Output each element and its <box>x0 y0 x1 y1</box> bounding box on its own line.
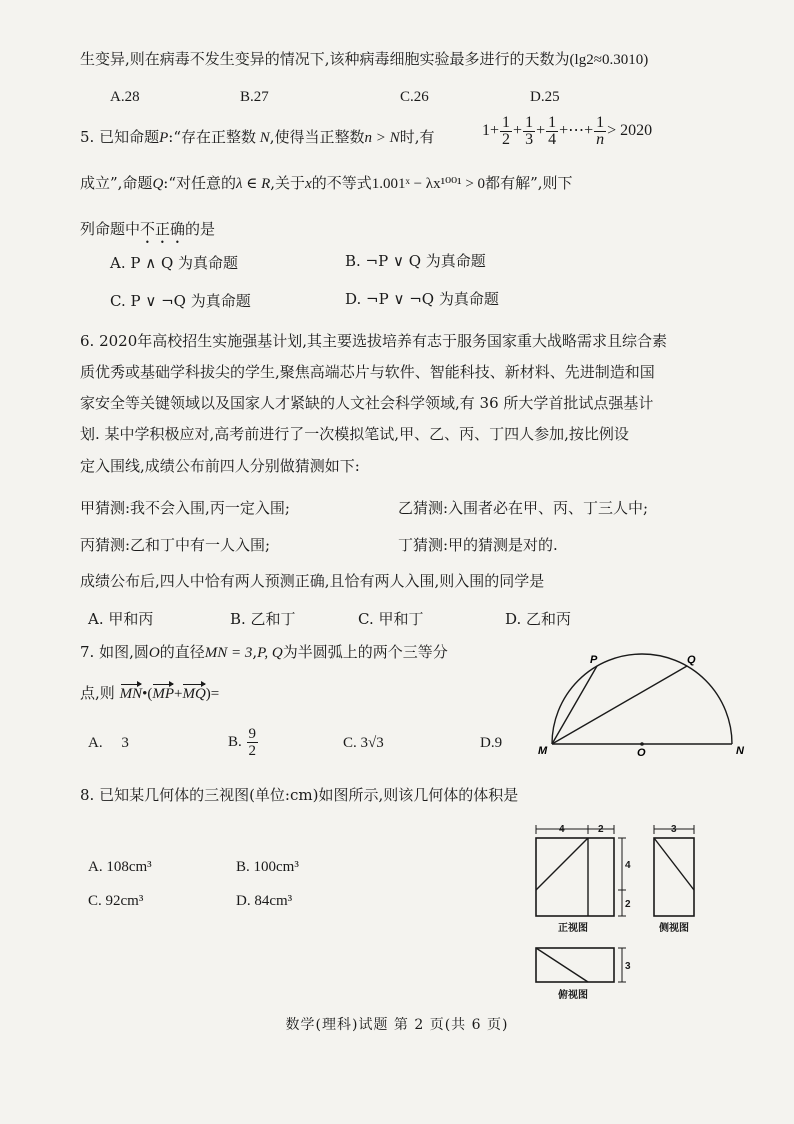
q5-line3-pre: 列命题中 <box>80 220 141 238</box>
q7-line-2: 点,则 MN•(MP+MQ)= <box>80 682 219 705</box>
q7-line1-d: 为半圆弧上的两个三等分 <box>282 643 448 661</box>
q7-option-c-value: 3√3 <box>360 735 384 751</box>
q6-guess-jia: 甲猜测:我不会入围,丙一定入围; <box>80 499 290 517</box>
page-footer: 数学(理科)试题 第 2 页(共 6 页) <box>285 1017 509 1033</box>
q8-option-c: C. 92cm³ <box>88 893 144 909</box>
q8-line: 8. 已知某几何体的三视图(单位:cm)如图所示,则该几何体的体积是 <box>80 786 519 804</box>
q5-lead: 5. 已知命题 <box>80 128 160 146</box>
label-q: Q <box>687 654 696 666</box>
label-m: M <box>538 745 548 757</box>
q5-mid: ,使得当正整数 <box>269 128 365 146</box>
chord-mq <box>552 666 687 744</box>
q5-emphasis: 不正确 <box>140 220 186 238</box>
q8-option-a: A. 108cm³ <box>88 859 152 875</box>
q6-option-d: D. 乙和丙 <box>505 610 572 628</box>
q6-question: 成绩公布后,四人中恰有两人预测正确,且恰有两人入围,则入围的同学是 <box>80 572 545 590</box>
q5-time-has: 时,有 <box>399 128 435 146</box>
q6-guess-ding: 丁猜测:甲的猜测是对的. <box>398 536 558 554</box>
q7-option-b-den: 2 <box>248 743 257 760</box>
q5-N: N <box>259 130 270 146</box>
q7-line1-c: , <box>252 643 258 661</box>
semicircle-arc <box>552 654 732 744</box>
label-n: N <box>736 745 744 757</box>
q4-hint: (lg2≈0.3010) <box>569 52 649 68</box>
q6-guess-yi: 乙猜测:入围者必在甲、丙、丁三人中; <box>398 499 649 517</box>
q6-line-3: 家安全等关键领域以及国家人才紧缺的人文社会科学领域,有 36 所大学首批试点强基计 <box>80 394 654 412</box>
q7-option-b-label: B. <box>228 734 242 750</box>
label-o: O <box>637 747 646 759</box>
q4-option-c: C.26 <box>400 89 429 105</box>
q5-option-d: D. ¬P ∨ ¬Q 为真命题 <box>345 290 499 308</box>
q6-line-4: 划. 某中学积极应对,高考前进行了一次模拟笔试,甲、乙、丙、丁四人参加,按比例设 <box>80 425 629 443</box>
q5-n-gt-N: n > N <box>364 130 400 146</box>
top-view-diagonal <box>536 948 588 982</box>
q7-option-c-label: C. <box>343 735 357 751</box>
q6-option-c: C. 甲和丁 <box>358 610 424 628</box>
q7-option-c <box>343 732 384 754</box>
side-view-label: 侧视图 <box>659 923 689 934</box>
q7-option-b-num: 9 <box>248 726 257 743</box>
label-p: P <box>590 654 598 666</box>
q6-line-5: 定入围线,成绩公布前四人分别做猜测如下: <box>80 457 360 475</box>
q6-line-2: 质优秀或基础学科拔尖的学生,聚焦高端芯片与软件、智能科技、新材料、先进制造和国 <box>80 363 655 381</box>
q5-series-end: > 2020 <box>607 122 653 139</box>
q5-q: Q <box>152 176 164 192</box>
q5-line2-e: 都有解”,则下 <box>485 174 573 192</box>
q7-pq: P, Q <box>257 645 283 661</box>
q7-line2-a: 点,则 <box>80 684 115 702</box>
q5-line2-a: 成立”,命题 <box>80 174 153 192</box>
vec-mp: MP <box>152 683 174 705</box>
dim-top-4: 4 <box>559 824 565 835</box>
q5-x: x <box>305 176 312 192</box>
q5-line2-c: ,关于 <box>270 174 306 192</box>
q8-option-d: D. 84cm³ <box>236 893 293 909</box>
frac-1-3: $\frac{1}{3}$ <box>525 113 534 148</box>
top-view-label: 俯视图 <box>558 990 588 1001</box>
q4-option-b: B.27 <box>240 89 269 105</box>
vec-mn: MN <box>120 683 143 705</box>
q4-line <box>80 48 648 71</box>
q5-lambda: λ ∈ R <box>236 176 271 192</box>
q8-option-b: B. 100cm³ <box>236 859 299 875</box>
front-view-label: 正视图 <box>558 923 588 934</box>
q5-line2-d: 的不等式 <box>311 174 372 192</box>
top-view-outline <box>536 948 614 982</box>
q7-O: O <box>148 645 160 661</box>
q5-line2-b: :“对任意的 <box>163 174 237 192</box>
side-view-diagonal <box>654 838 694 890</box>
q6-line-1: 6. 2020年高校招生实施强基计划,其主要选拔培养有志于服务国家重大战略需求且综合素 <box>80 332 668 350</box>
q6-guess-bing: 丙猜测:乙和丁中有一人入围; <box>80 536 271 554</box>
dim-side-2: 2 <box>625 899 631 910</box>
center-o-dot <box>640 742 644 746</box>
q4-option-d: D.25 <box>530 89 560 105</box>
q5-line3-post: 的是 <box>185 220 216 238</box>
q5-series: 1+ $\frac{1}{2}$ + $\frac{1}{3}$ + $\frac{1}{4}$ +⋯+ $\frac{1}{n}$ > 2020 <box>482 113 653 148</box>
dim-side-4: 4 <box>625 860 631 871</box>
frac-1-4: $\frac{1}{4}$ <box>548 113 557 148</box>
frac-1-n: $\frac{1}{n}$ <box>596 113 605 148</box>
q7-plus: + <box>174 686 183 702</box>
q5-line-2 <box>80 172 573 195</box>
q5-inequality: 1.001ˣ − λx¹⁰⁰¹ > 0 <box>371 176 486 192</box>
q7-option-a-label: A. <box>88 735 103 751</box>
q7-option-b <box>228 720 259 764</box>
q6-option-a: A. 甲和丙 <box>88 610 154 628</box>
side-view-outline <box>654 838 694 916</box>
q5-option-c: C. P ∨ ¬Q 为真命题 <box>110 292 251 310</box>
q7-semicircle-figure <box>530 648 760 760</box>
q5-quote: :“存在正整数 <box>168 128 256 146</box>
q7-option-d: D.9 <box>480 735 503 751</box>
q7-option-a-value: 3 <box>121 735 129 751</box>
vec-mq: MQ <box>182 683 205 705</box>
q8-three-view-figure <box>526 822 726 1004</box>
front-view-outline <box>536 838 614 916</box>
q7-option-b-frac <box>247 726 259 759</box>
dim-top-2: 2 <box>598 824 604 835</box>
q7-dot: • <box>142 686 148 702</box>
dim-side-view-3: 3 <box>671 824 677 835</box>
q5-line-1 <box>80 126 434 149</box>
front-view-diagonal <box>536 838 588 890</box>
q5-p: P <box>159 130 169 146</box>
q5-option-b: B. ¬P ∨ Q 为真命题 <box>345 252 486 270</box>
chord-mp <box>552 666 597 744</box>
q5-option-a: A. P ∧ Q 为真命题 <box>110 254 239 272</box>
frac-1-2: $\frac{1}{2}$ <box>502 113 511 148</box>
q4-text: 生变异,则在病毒不发生变异的情况下,该种病毒细胞实验最多进行的天数为 <box>80 50 570 68</box>
q7-line-1 <box>80 641 448 664</box>
q7-line1-b: 的直径 <box>159 643 205 661</box>
q6-option-b: B. 乙和丁 <box>230 610 296 628</box>
q7-mn-eq: MN = 3 <box>204 645 253 661</box>
q7-line1-a: 7. 如图,圆 <box>80 643 149 661</box>
q7-eq: = <box>210 686 220 702</box>
q7-option-a <box>88 732 129 754</box>
q5-line-3 <box>80 218 215 247</box>
q4-option-a: A.28 <box>110 89 140 105</box>
dim-top-view-3: 3 <box>625 961 631 972</box>
